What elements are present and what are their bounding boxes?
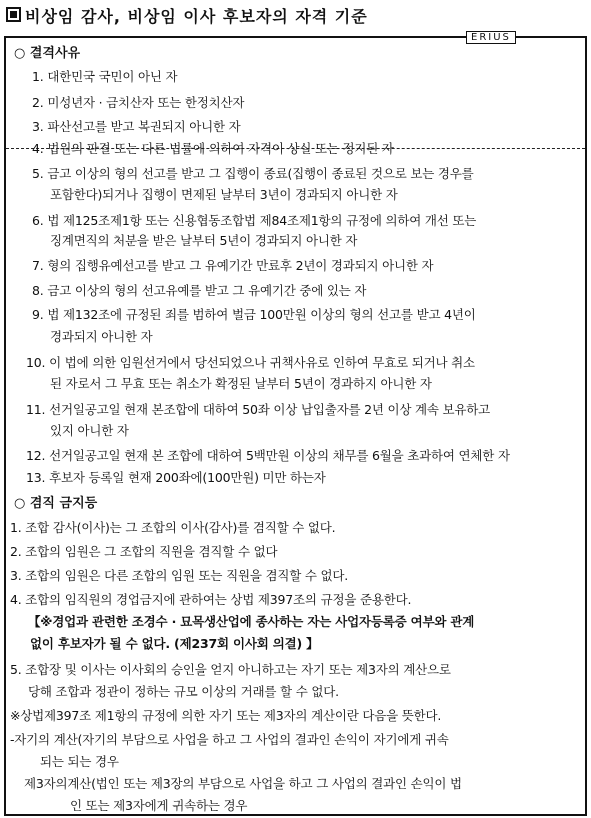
list-item-continuation: 당해 조합과 정관이 정하는 규모 이상의 거래를 할 수 없다.	[28, 684, 339, 699]
list-item: 5. 금고 이상의 형의 선고를 받고 그 집행이 종료(집행이 종료된 것으로 보는 경우를	[32, 166, 474, 181]
note-line: 【※경업과 관련한 조경수 · 묘목생산업에 종사하는 자는 사업자등록증 여부와 관계	[28, 614, 475, 629]
list-item: 3. 조합의 임원은 다른 조합의 임원 또는 직원을 겸직할 수 없다.	[10, 568, 349, 583]
list-item: 6. 법 제125조제1항 또는 신용협동조합법 제84조제1항의 규정에 의하여 개선 또는	[32, 213, 477, 228]
list-item: 7. 형의 집행유예선고를 받고 그 유예기간 만료후 2년이 경과되지 아니한 자	[32, 258, 434, 273]
list-item: 11. 선거일공고일 현재 본조합에 대하여 50좌 이상 납입출자를 2년 이상 계속 보유하고	[26, 402, 491, 417]
list-item: 13. 후보자 등록일 현재 200좌에(100만원) 미만 하는자	[26, 470, 326, 485]
list-item: 4. 법원의 판결 또는 다른 법률에 의하여 자격이 상실 또는 정지된 자	[32, 141, 394, 156]
list-item: 4. 조합의 임직원의 경업금지에 관하여는 상법 제397조의 규정을 준용한다.	[10, 592, 412, 607]
list-item: 2. 조합의 임원은 그 조합의 직원을 겸직할 수 없다	[10, 544, 278, 559]
list-item: 9. 법 제132조에 규정된 죄를 범하여 벌금 100만원 이상의 형의 선고를 받고 4년이	[32, 307, 476, 322]
list-item: 1. 대한민국 국민이 아닌 자	[32, 69, 178, 84]
list-item: 8. 금고 이상의 형의 선고유예를 받고 그 유예기간 중에 있는 자	[32, 283, 367, 298]
list-item-continuation: 포함한다)되거나 집행이 면제된 날부터 3년이 경과되지 아니한 자	[50, 187, 398, 202]
list-item: 3. 파산선고를 받고 복권되지 아니한 자	[32, 119, 241, 134]
list-item: 1. 조합 감사(이사)는 그 조합의 이사(감사)를 겸직할 수 없다.	[10, 520, 336, 535]
list-item: 10. 이 법에 의한 임원선거에서 당선되었으나 귀책사유로 인하여 무효로 되거나 취소	[26, 355, 475, 370]
list-item: 5. 조합장 및 이사는 이사회의 승인을 얻지 아니하고는 자기 또는 제3자의 계산으로	[10, 662, 451, 677]
list-item-continuation: 경과되지 아니한 자	[50, 329, 153, 344]
note-line: 없이 후보자가 될 수 없다. (제237회 이사회 의결) 】	[30, 636, 319, 651]
note-line: 인 또는 제3자에게 귀속하는 경우	[70, 798, 248, 813]
list-item: 12. 선거일공고일 현재 본 조합에 대하여 5백만원 이상의 채무를 6월을 초과하여 연체한 자	[26, 448, 510, 463]
note-line: 제3자의계산(법인 또는 제3장의 부담으로 사업을 하고 그 사업의 결과인 손익이 법	[24, 776, 462, 791]
section-heading-disqualifications: ○ 결격사유	[14, 46, 81, 61]
list-item-continuation: 있지 아니한 자	[50, 423, 129, 438]
note-line: -자기의 계산(자기의 부담으로 사업을 하고 그 사업의 결과인 손익이 자기에게 귀속	[10, 732, 449, 747]
stamp: ERIUS	[466, 31, 516, 44]
list-item-continuation: 징계면직의 처분을 받은 날부터 5년이 경과되지 아니한 자	[50, 233, 358, 248]
note-line: 되는 되는 경우	[40, 754, 119, 769]
list-item: 2. 미성년자 · 금치산자 또는 한정치산자	[32, 95, 245, 110]
page-title: 비상임 감사, 비상임 이사 후보자의 자격 기준	[6, 4, 368, 27]
section-heading-concurrent-office: ○ 겸직 금지등	[14, 496, 98, 511]
note-line: ※상법제397조 제1항의 규정에 의한 자기 또는 제3자의 계산이란 다음을 뜻한다.	[10, 708, 442, 723]
list-item-continuation: 된 자로서 그 무효 또는 취소가 확정된 날부터 5년이 경과하지 아니한 자	[50, 376, 432, 391]
square-bullet-icon	[6, 7, 21, 22]
